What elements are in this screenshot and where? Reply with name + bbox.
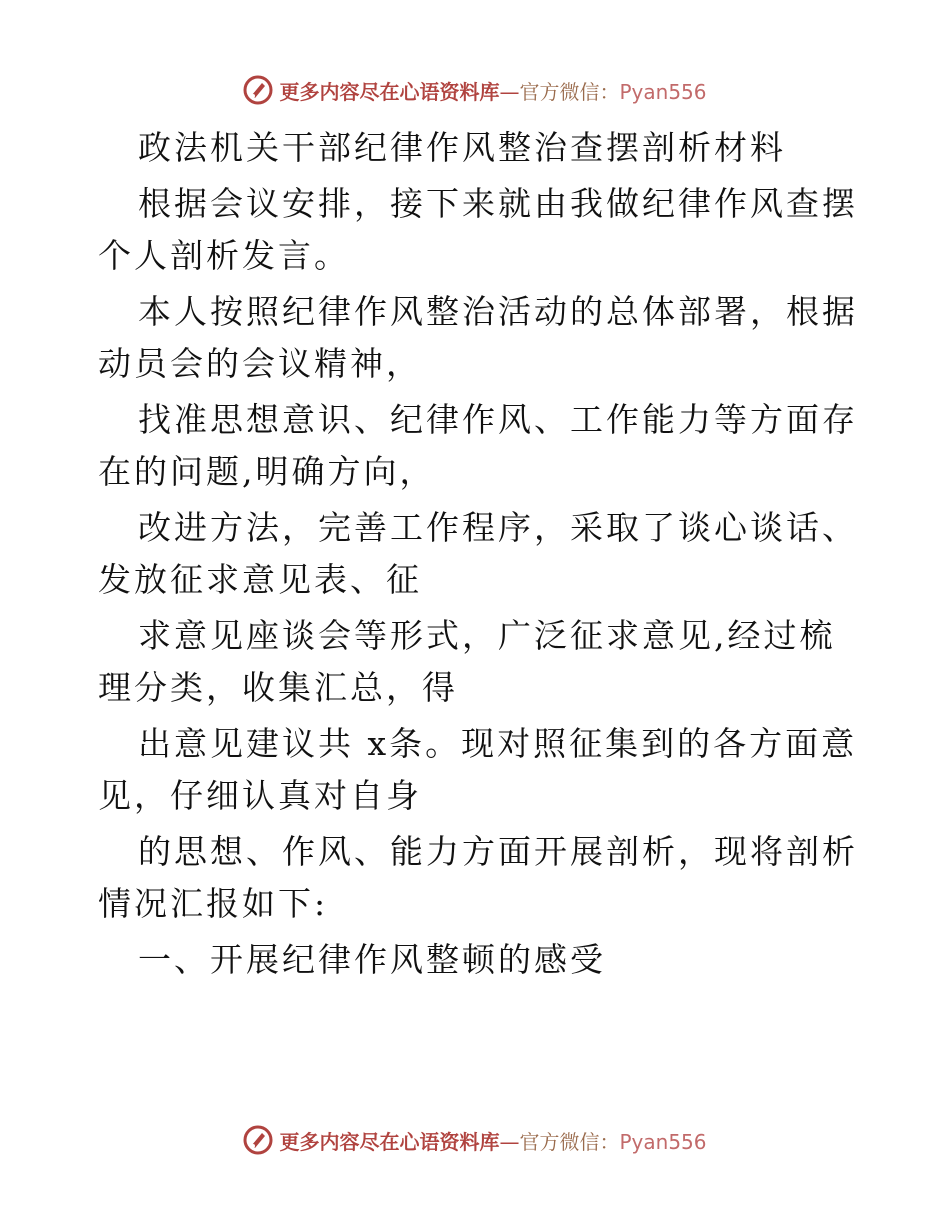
banner-account: Pyan556 xyxy=(619,79,707,104)
banner-account: Pyan556 xyxy=(619,1129,707,1154)
banner-brand: 更多内容尽在心语资料库 xyxy=(279,79,500,104)
banner-brand: 更多内容尽在心语资料库 xyxy=(279,1129,500,1154)
header-banner xyxy=(0,70,950,110)
paragraph: 根据会议安排，接下来就由我做纪律作风查摆个人剖析发言。 xyxy=(98,184,858,275)
banner-wechat-label: 官方微信： xyxy=(519,1129,620,1154)
banner-text xyxy=(279,76,706,105)
section-heading: 一、开展纪律作风整顿的感受 xyxy=(138,940,606,979)
paragraph: 本人按照纪律作风整治活动的总体部署，根据动员会的会议精神， xyxy=(98,292,858,383)
footer-banner xyxy=(0,1120,950,1160)
banner-wechat-label: 官方微信： xyxy=(519,79,620,104)
logo-icon xyxy=(243,75,273,105)
paragraph: 找准思想意识、纪律作风、工作能力等方面存在的问题,明确方向， xyxy=(98,400,858,491)
banner-separator: — xyxy=(499,1129,520,1154)
logo-icon xyxy=(243,1125,273,1155)
paragraph: 改进方法，完善工作程序，采取了谈心谈话、发放征求意见表、征 xyxy=(98,508,858,599)
document-title: 政法机关干部纪律作风整治查摆剖析材料 xyxy=(138,128,786,167)
paragraph: 求意见座谈会等形式，广泛征求意见,经过梳理分类，收集汇总，得 xyxy=(98,616,836,707)
document-body xyxy=(98,122,858,990)
paragraph: 的思想、作风、能力方面开展剖析，现将剖析情况汇报如下: xyxy=(98,832,858,923)
banner-text xyxy=(279,1126,706,1155)
paragraph: 出意见建议共 x条。现对照征集到的各方面意见，仔细认真对自身 xyxy=(98,724,858,815)
banner-separator: — xyxy=(499,79,520,104)
